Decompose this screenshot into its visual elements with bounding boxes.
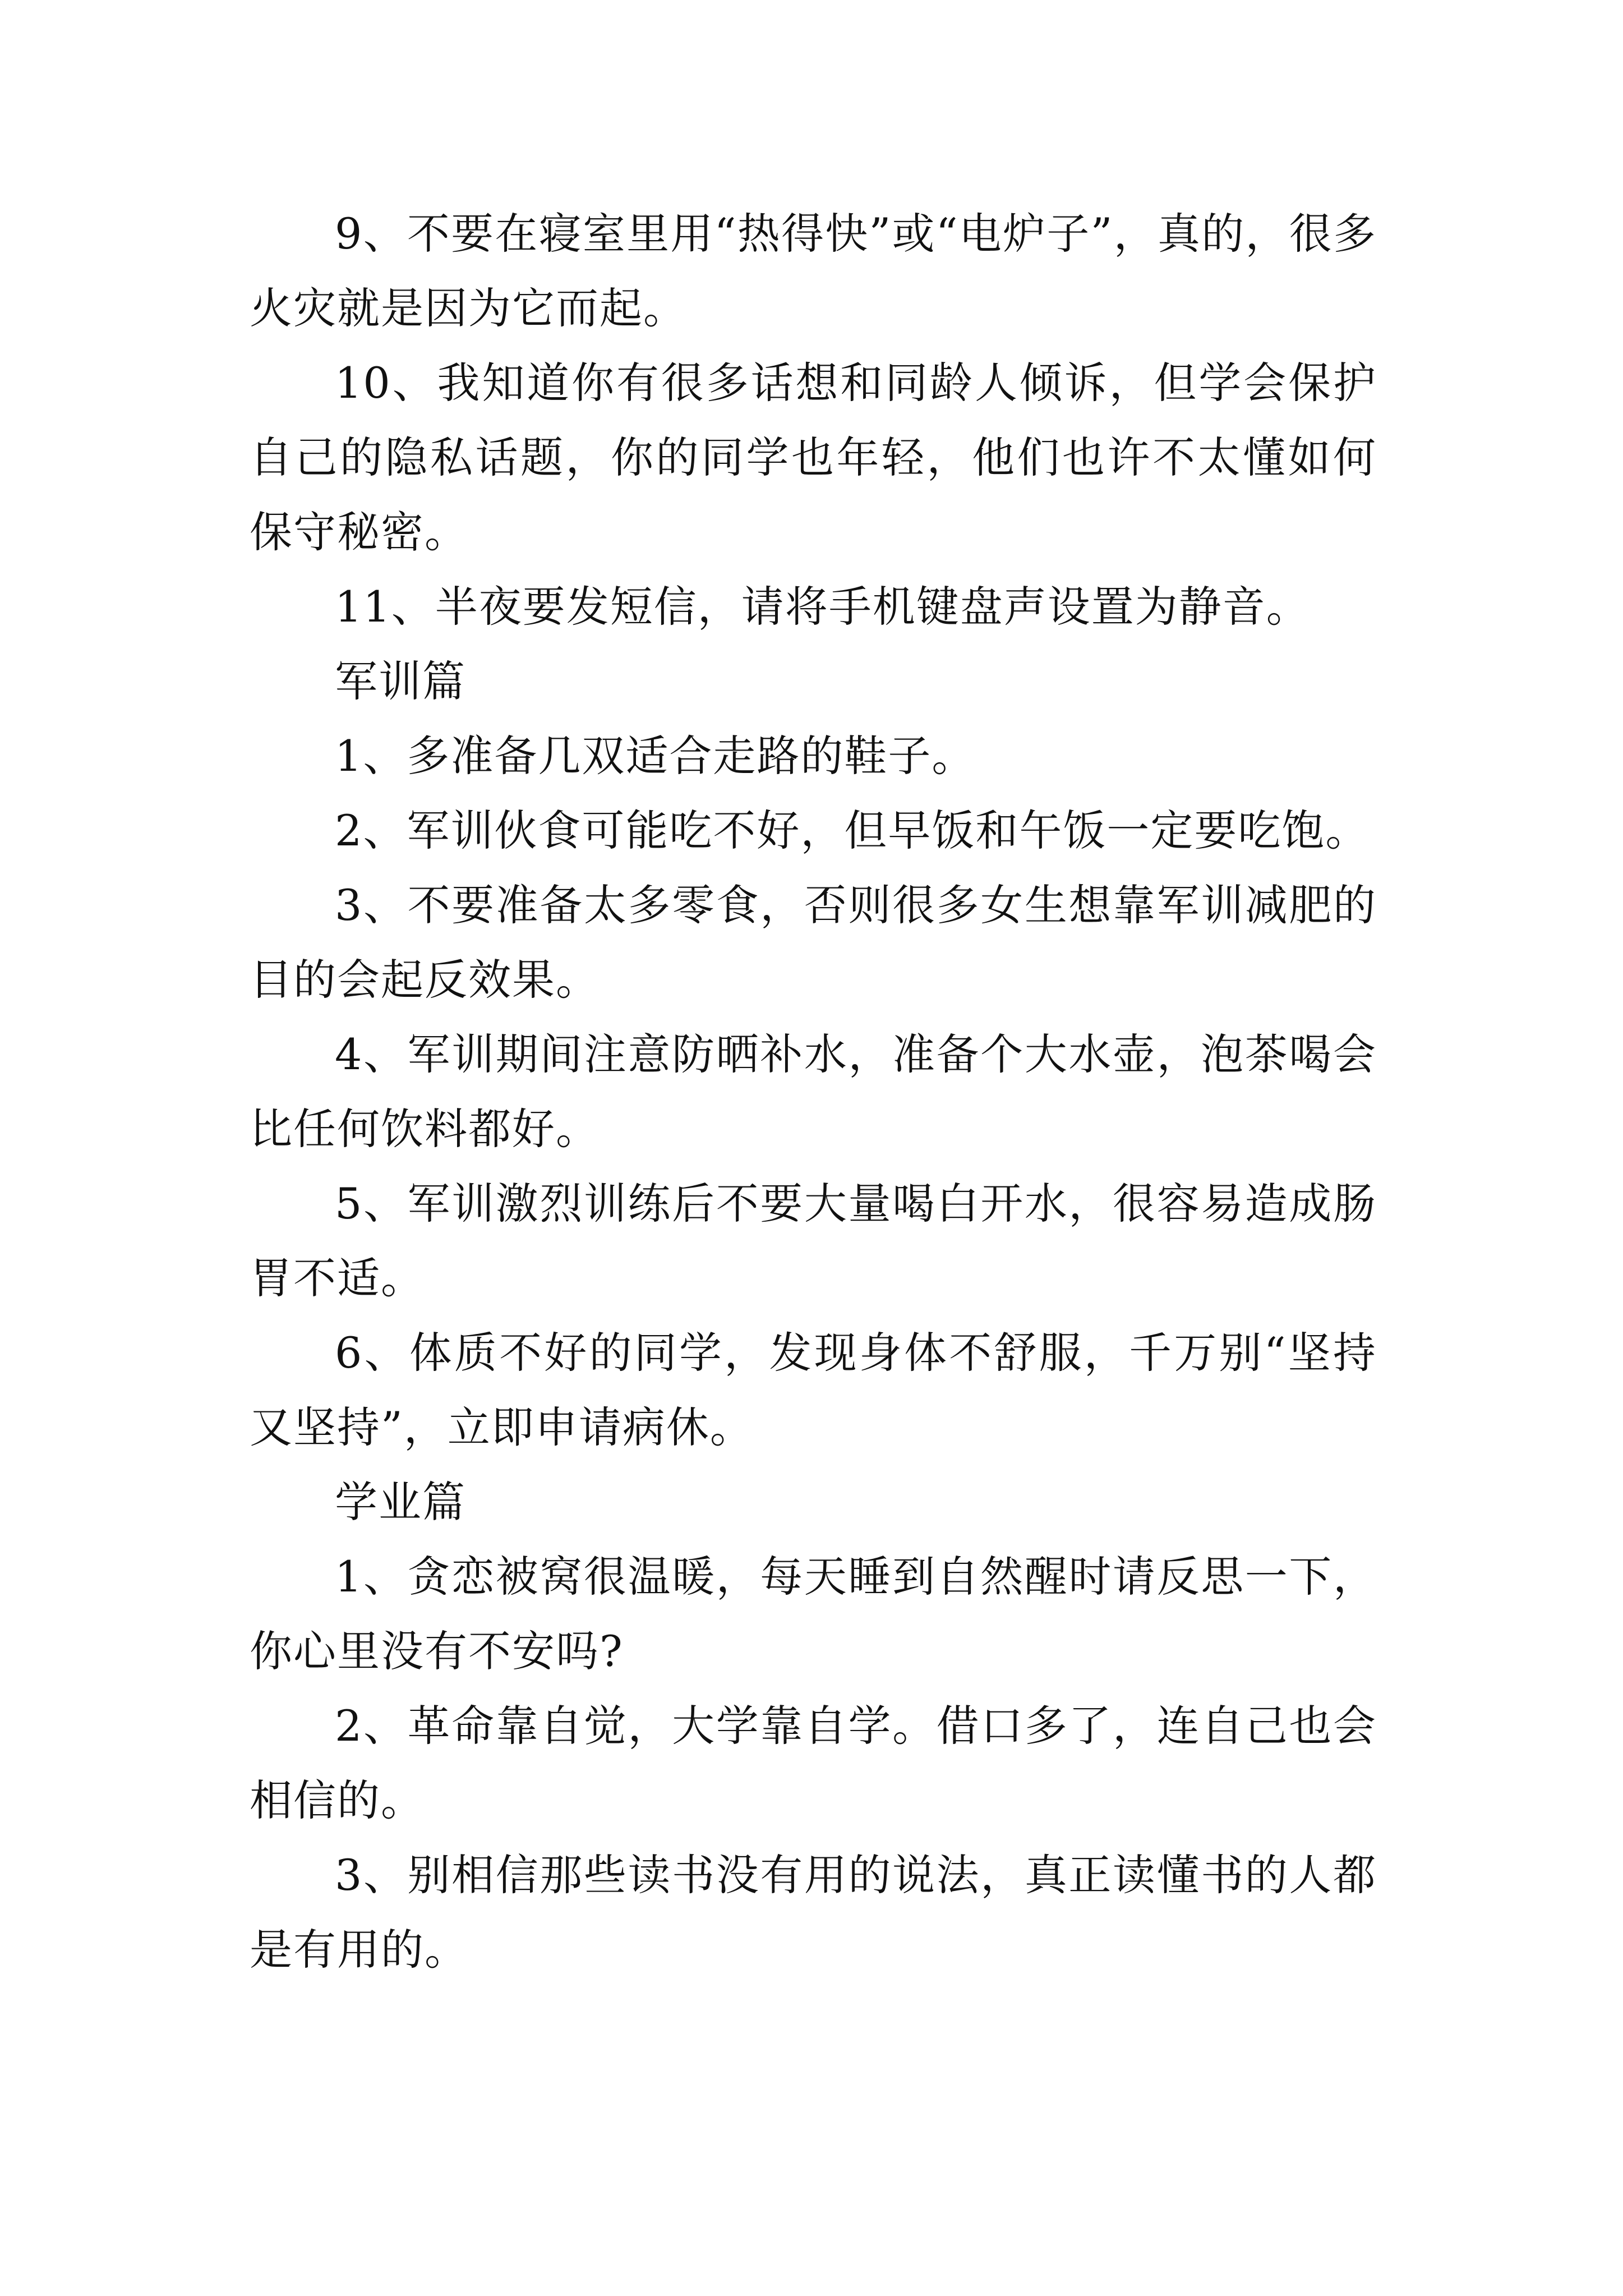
paragraph-dorm-tip-9: 9、不要在寝室里用“热得快”或“电炉子”，真的，很多火灾就是因为它而起。	[250, 209, 1377, 333]
paragraph-study-tip-3: 3、别相信那些读书没有用的说法，真正读懂书的人都是有用的。	[250, 1850, 1377, 1975]
paragraph-dorm-tip-11: 11、半夜要发短信，请将手机键盘声设置为静音。	[335, 582, 1310, 632]
paragraph-dorm-tip-10: 10、我知道你有很多话想和同龄人倾诉，但学会保护自己的隐私话题，你的同学也年轻，他们也许不太懂如何保守秘密。	[250, 358, 1377, 557]
section-heading-academics: 学业篇	[335, 1477, 466, 1527]
paragraph-training-tip-2: 2、军训伙食可能吃不好，但早饭和午饭一定要吃饱。	[335, 806, 1370, 855]
paragraph-training-tip-4: 4、军训期间注意防晒补水，准备个大水壶，泡茶喝会比任何饮料都好。	[250, 1029, 1377, 1154]
paragraph-study-tip-2: 2、革命靠自觉，大学靠自学。借口多了，连自己也会相信的。	[250, 1701, 1377, 1825]
paragraph-training-tip-5: 5、军训激烈训练后不要大量喝白开水，很容易造成肠胃不适。	[250, 1179, 1377, 1303]
paragraph-study-tip-1: 1、贪恋被窝很温暖，每天睡到自然醒时请反思一下，你心里没有不安吗?	[250, 1552, 1377, 1676]
document-body	[250, 196, 1377, 1987]
paragraph-training-tip-6: 6、体质不好的同学，发现身体不舒服，千万别“坚持又坚持”，立即申请病休。	[250, 1328, 1377, 1452]
section-heading-military-training: 军训篇	[335, 656, 466, 706]
paragraph-training-tip-1: 1、多准备几双适合走路的鞋子。	[335, 731, 976, 781]
paragraph-training-tip-3: 3、不要准备太多零食，否则很多女生想靠军训减肥的目的会起反效果。	[250, 880, 1377, 1005]
